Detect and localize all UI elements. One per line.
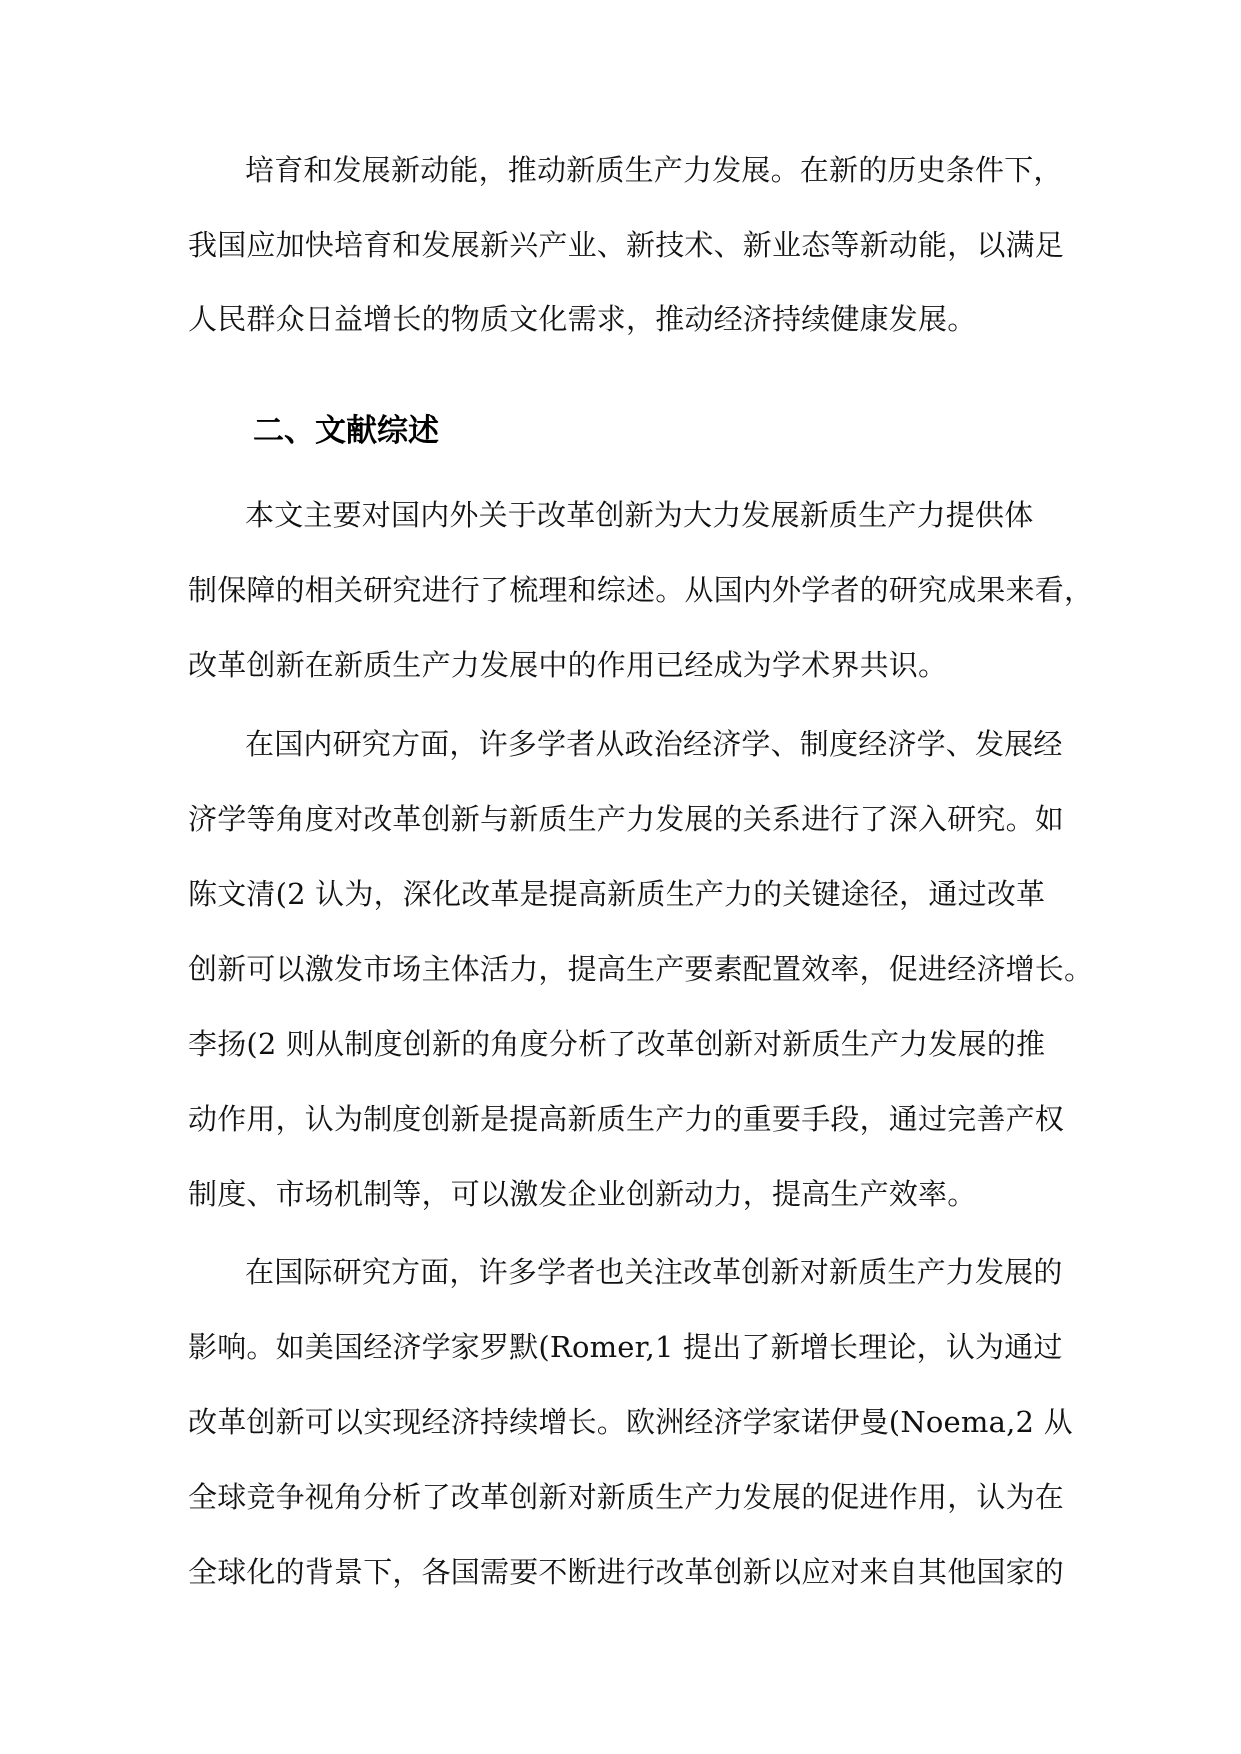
paragraph-2-line-3: 改革创新在新质生产力发展中的作用已经成为学术界共识。 bbox=[188, 648, 948, 682]
section-heading: 二、文献综述 bbox=[253, 413, 439, 449]
paragraph-3-line-6: 动作用，认为制度创新是提高新质生产力的重要手段，通过完善产权 bbox=[188, 1102, 1065, 1136]
paragraph-3-line-7: 制度、市场机制等，可以激发企业创新动力，提高生产效率。 bbox=[188, 1177, 977, 1211]
paragraph-2-line-2: 制保障的相关研究进行了梳理和综述。从国内外学者的研究成果来看， bbox=[188, 573, 1094, 607]
paragraph-3-line-4: 创新可以激发市场主体活力，提高生产要素配置效率，促进经济增长。 bbox=[188, 952, 1094, 986]
paragraph-3-line-5: 李扬(2 则从制度创新的角度分析了改革创新对新质生产力发展的推 bbox=[188, 1027, 1046, 1061]
paragraph-3-line-2: 济学等角度对改革创新与新质生产力发展的关系进行了深入研究。如 bbox=[188, 802, 1065, 836]
paragraph-4-line-4: 全球竞争视角分析了改革创新对新质生产力发展的促进作用，认为在 bbox=[188, 1480, 1065, 1514]
paragraph-3-line-1: 在国内研究方面，许多学者从政治经济学、制度经济学、发展经 bbox=[245, 727, 1063, 761]
paragraph-3-line-3: 陈文清(2 认为，深化改革是提高新质生产力的关键途径，通过改革 bbox=[188, 877, 1046, 911]
paragraph-4-line-3: 改革创新可以实现经济持续增长。欧洲经济学家诺伊曼(Noema,2 从 bbox=[188, 1405, 1073, 1439]
paragraph-4-line-2: 影响。如美国经济学家罗默(Romer,1 提出了新增长理论，认为通过 bbox=[188, 1330, 1063, 1364]
paragraph-4-line-1: 在国际研究方面，许多学者也关注改革创新对新质生产力发展的 bbox=[245, 1255, 1063, 1289]
paragraph-4-line-5: 全球化的背景下，各国需要不断进行改革创新以应对来自其他国家的 bbox=[188, 1555, 1065, 1589]
paragraph-1-line-2: 我国应加快培育和发展新兴产业、新技术、新业态等新动能，以满足 bbox=[188, 228, 1065, 262]
paragraph-1-line-3: 人民群众日益增长的物质文化需求，推动经济持续健康发展。 bbox=[188, 302, 977, 336]
paragraph-1-line-1: 培育和发展新动能，推动新质生产力发展。在新的历史条件下， bbox=[245, 153, 1063, 187]
paragraph-2-line-1: 本文主要对国内外关于改革创新为大力发展新质生产力提供体 bbox=[245, 498, 1034, 532]
